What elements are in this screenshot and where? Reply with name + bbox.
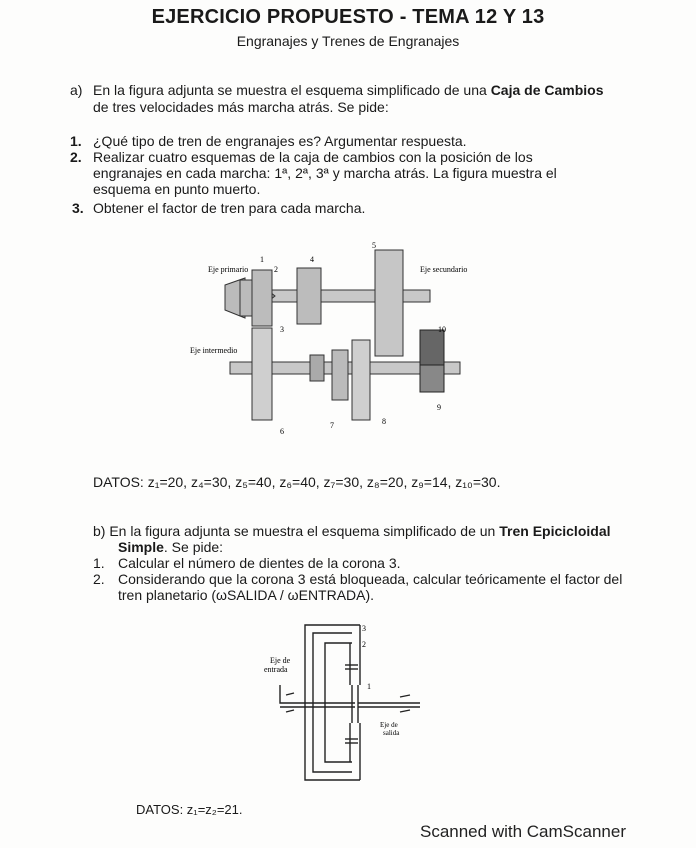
part-a-intro-2: de tres velocidades más marcha atrás. Se pide: — [93, 99, 389, 115]
label-eje-primario: Eje primario — [208, 265, 249, 274]
page-title: EJERCICIO PROPUESTO - TEMA 12 Y 13 — [151, 6, 545, 28]
part-a-intro-bold: Caja de Cambios — [490, 82, 604, 98]
part-b-q1-num: 1. — [93, 555, 105, 571]
gear-number-10: 10 — [438, 325, 446, 334]
gear-number-3: 3 — [280, 325, 284, 334]
part-a-marker: a) — [70, 82, 83, 98]
part-a-intro — [93, 83, 613, 98]
part-b-q2-num: 2. — [93, 571, 105, 587]
label-eje-salida-2: salida — [383, 729, 400, 737]
part-b-q2-line-2: tren planetario (ωSALIDA / ωENTRADA). — [118, 587, 375, 603]
gear-number-8: 8 — [382, 417, 386, 426]
planetary-figure — [250, 615, 430, 795]
part-a-q3-num: 3. — [72, 200, 84, 216]
part-a-q2-line-1: Realizar cuatro esquemas de la caja de cambios con la posición de los — [93, 149, 533, 165]
part-a-q2-line-2: engranajes en cada marcha: 1ª, 2ª, 3ª y marcha atrás. La figura muestra el — [93, 165, 557, 181]
part-b-intro — [93, 524, 613, 539]
part-b-marker: b) — [93, 523, 106, 539]
gear-number-2-b: 2 — [362, 640, 366, 649]
part-b-datos: DATOS: z₁=z₂=21. — [136, 802, 243, 817]
part-a-q2-num: 2. — [70, 149, 82, 165]
gear-number-2: 2 — [274, 265, 278, 274]
part-b-intro-text: En la figura adjunta se muestra el esquema simplificado de un — [109, 523, 496, 539]
label-eje-salida-1: Eje de — [380, 721, 398, 729]
scanner-watermark: Scanned with CamScanner — [419, 822, 626, 841]
part-a-q2-line-3: esquema en punto muerto. — [93, 181, 261, 197]
gear-number-7: 7 — [330, 421, 334, 430]
part-b-intro-2 — [118, 540, 223, 555]
part-a-q3: Obtener el factor de tren para cada marcha. — [93, 200, 366, 216]
label-eje-entrada-1: Eje de — [270, 656, 291, 665]
part-b-q1: Calcular el número de dientes de la corona 3. — [118, 555, 401, 571]
part-a-intro-text: En la figura adjunta se muestra el esquema simplificado de una — [93, 82, 487, 98]
gear-number-9: 9 — [437, 403, 441, 412]
part-a-datos: DATOS: z₁=20, z₄=30, z₅=40, z₆=40, z₇=30, z₈=20, z₉=14, z₁₀=30. — [93, 474, 501, 490]
gear-number-3-b: 3 — [362, 624, 366, 633]
label-eje-intermedio: Eje intermedio — [190, 346, 238, 355]
gear-number-5: 5 — [372, 241, 376, 250]
gear-number-1: 1 — [260, 255, 264, 264]
part-a-q1: ¿Qué tipo de tren de engranajes es? Argumentar respuesta. — [93, 133, 467, 149]
page-subtitle: Engranajes y Trenes de Engranajes — [236, 33, 460, 49]
part-b-intro-bold: Tren Epicicloidal — [499, 523, 611, 539]
label-eje-entrada-2: entrada — [264, 665, 288, 674]
gear-number-4: 4 — [310, 255, 314, 264]
gear-number-6: 6 — [280, 427, 284, 436]
part-b-q2-line-1: Considerando que la corona 3 está bloqueada, calcular teóricamente el factor del — [118, 571, 623, 587]
gear-number-1-b: 1 — [367, 682, 371, 691]
gearbox-figure — [180, 240, 510, 445]
part-b-intro-tail: . Se pide: — [163, 539, 224, 555]
label-eje-secundario: Eje secundario — [420, 265, 468, 274]
part-b-intro-bold-2: Simple — [118, 539, 164, 555]
part-a-q1-num: 1. — [70, 133, 82, 149]
